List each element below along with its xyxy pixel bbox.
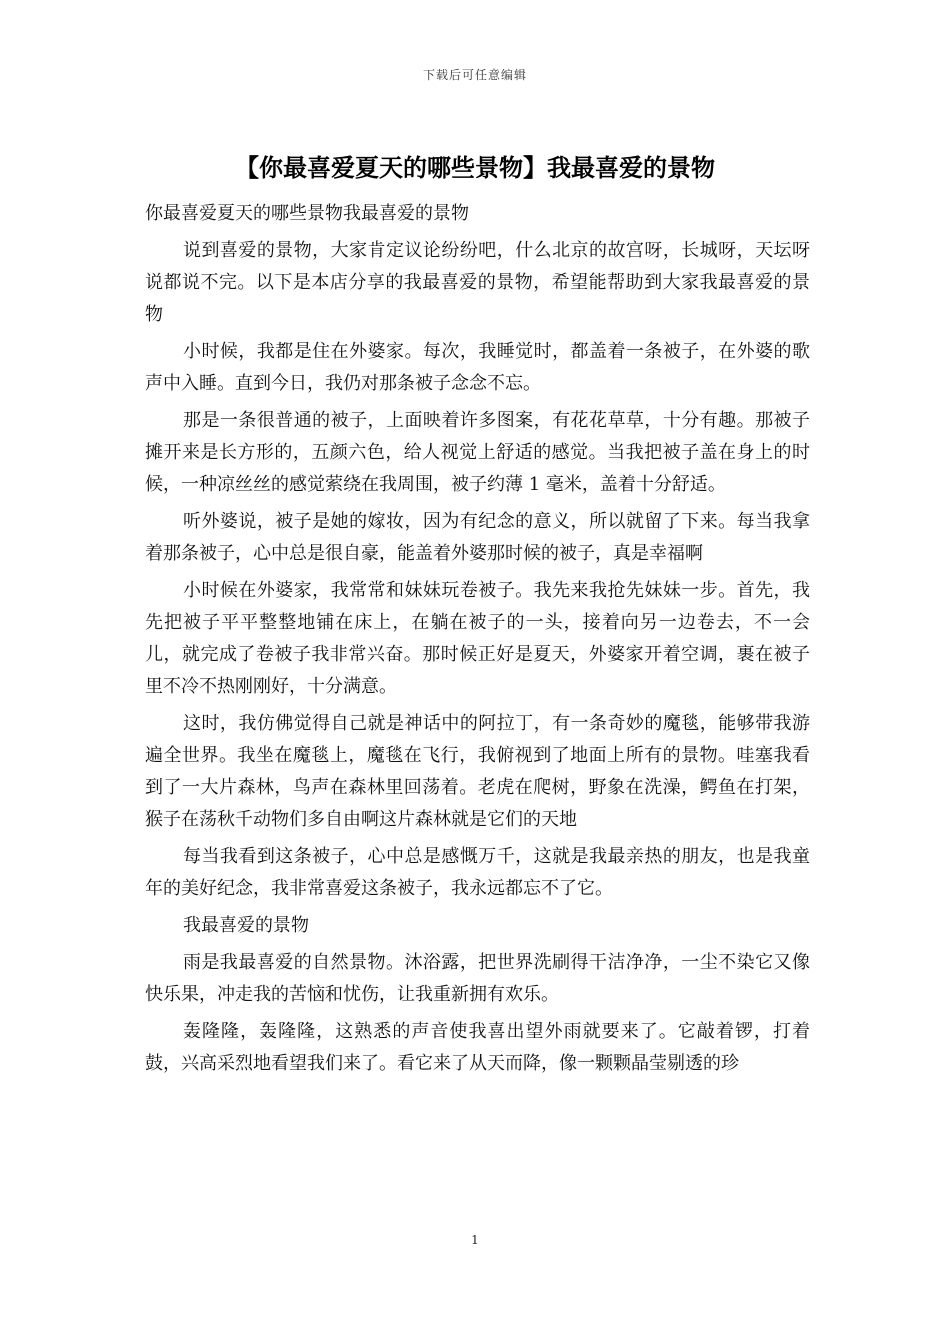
paragraph: 雨是我最喜爱的自然景物。沐浴露，把世界洗刷得干洁净净，一尘不染它又像快乐果，冲走我的苦恼和忧伤，让我重新拥有欢乐。 [145,952,810,1005]
paragraph: 这时，我仿佛觉得自己就是神话中的阿拉丁，有一条奇妙的魔毯，能够带我游遍全世界。我坐在魔毯上，魔毯在飞行，我俯视到了地面上所有的景物。哇塞我看到了一大片森林，鸟声在森林里回荡着。老虎在爬树，野象在洗澡，鳄鱼在打架，猴子在荡秋千动物们多自由啊这片森林就是它们的天地 [145,713,810,830]
paragraph: 听外婆说，被子是她的嫁妆，因为有纪念的意义，所以就留了下来。每当我拿着那条被子，心中总是很自豪，能盖着外婆那时候的被子，真是幸福啊 [145,511,810,564]
paragraph: 说到喜爱的景物，大家肯定议论纷纷吧，什么北京的故宫呀，长城呀，天坛呀说都说不完。以下是本店分享的我最喜爱的景物，希望能帮助到大家我最喜爱的景物 [145,240,810,325]
document-body [145,198,810,1085]
document-title: 【你最喜爱夏天的哪些景物】我最喜爱的景物 [235,154,715,182]
section-heading: 我最喜爱的景物 [183,915,309,936]
paragraph: 每当我看到这条被子，心中总是感慨万千，这就是我最亲热的朋友，也是我童年的美好纪念，我非常喜爱这条被子，我永远都忘不了它。 [145,846,810,899]
page-header-note: 下载后可任意编辑 [422,68,527,82]
paragraph: 小时候，我都是住在外婆家。每次，我睡觉时，都盖着一条被子，在外婆的歌声中入睡。直到今日，我仍对那条被子念念不忘。 [145,341,810,394]
document-subtitle: 你最喜爱夏天的哪些景物我最喜爱的景物 [145,203,469,224]
paragraph: 轰隆隆，轰隆隆，这熟悉的声音使我喜出望外雨就要来了。它敲着锣，打着鼓，兴高采烈地看望我们来了。看它来了从天而降，像一颗颗晶莹剔透的珍 [145,1021,810,1074]
page-number: 1 [471,1233,479,1247]
paragraph: 那是一条很普通的被子，上面映着许多图案，有花花草草，十分有趣。那被子摊开来是长方形的，五颜六色，给人视觉上舒适的感觉。当我把被子盖在身上的时候，一种凉丝丝的感觉萦绕在我周围，被子约薄 1 毫米，盖着十分舒适。 [145,410,810,495]
paragraph: 小时候在外婆家，我常常和妹妹玩卷被子。我先来我抢先妹妹一步。首先，我先把被子平平整整地铺在床上，在躺在被子的一头，接着向另一边卷去，不一会儿，就完成了卷被子我非常兴奋。那时候正好是夏天，外婆家开着空调，裹在被子里不冷不热刚刚好，十分满意。 [145,580,810,697]
